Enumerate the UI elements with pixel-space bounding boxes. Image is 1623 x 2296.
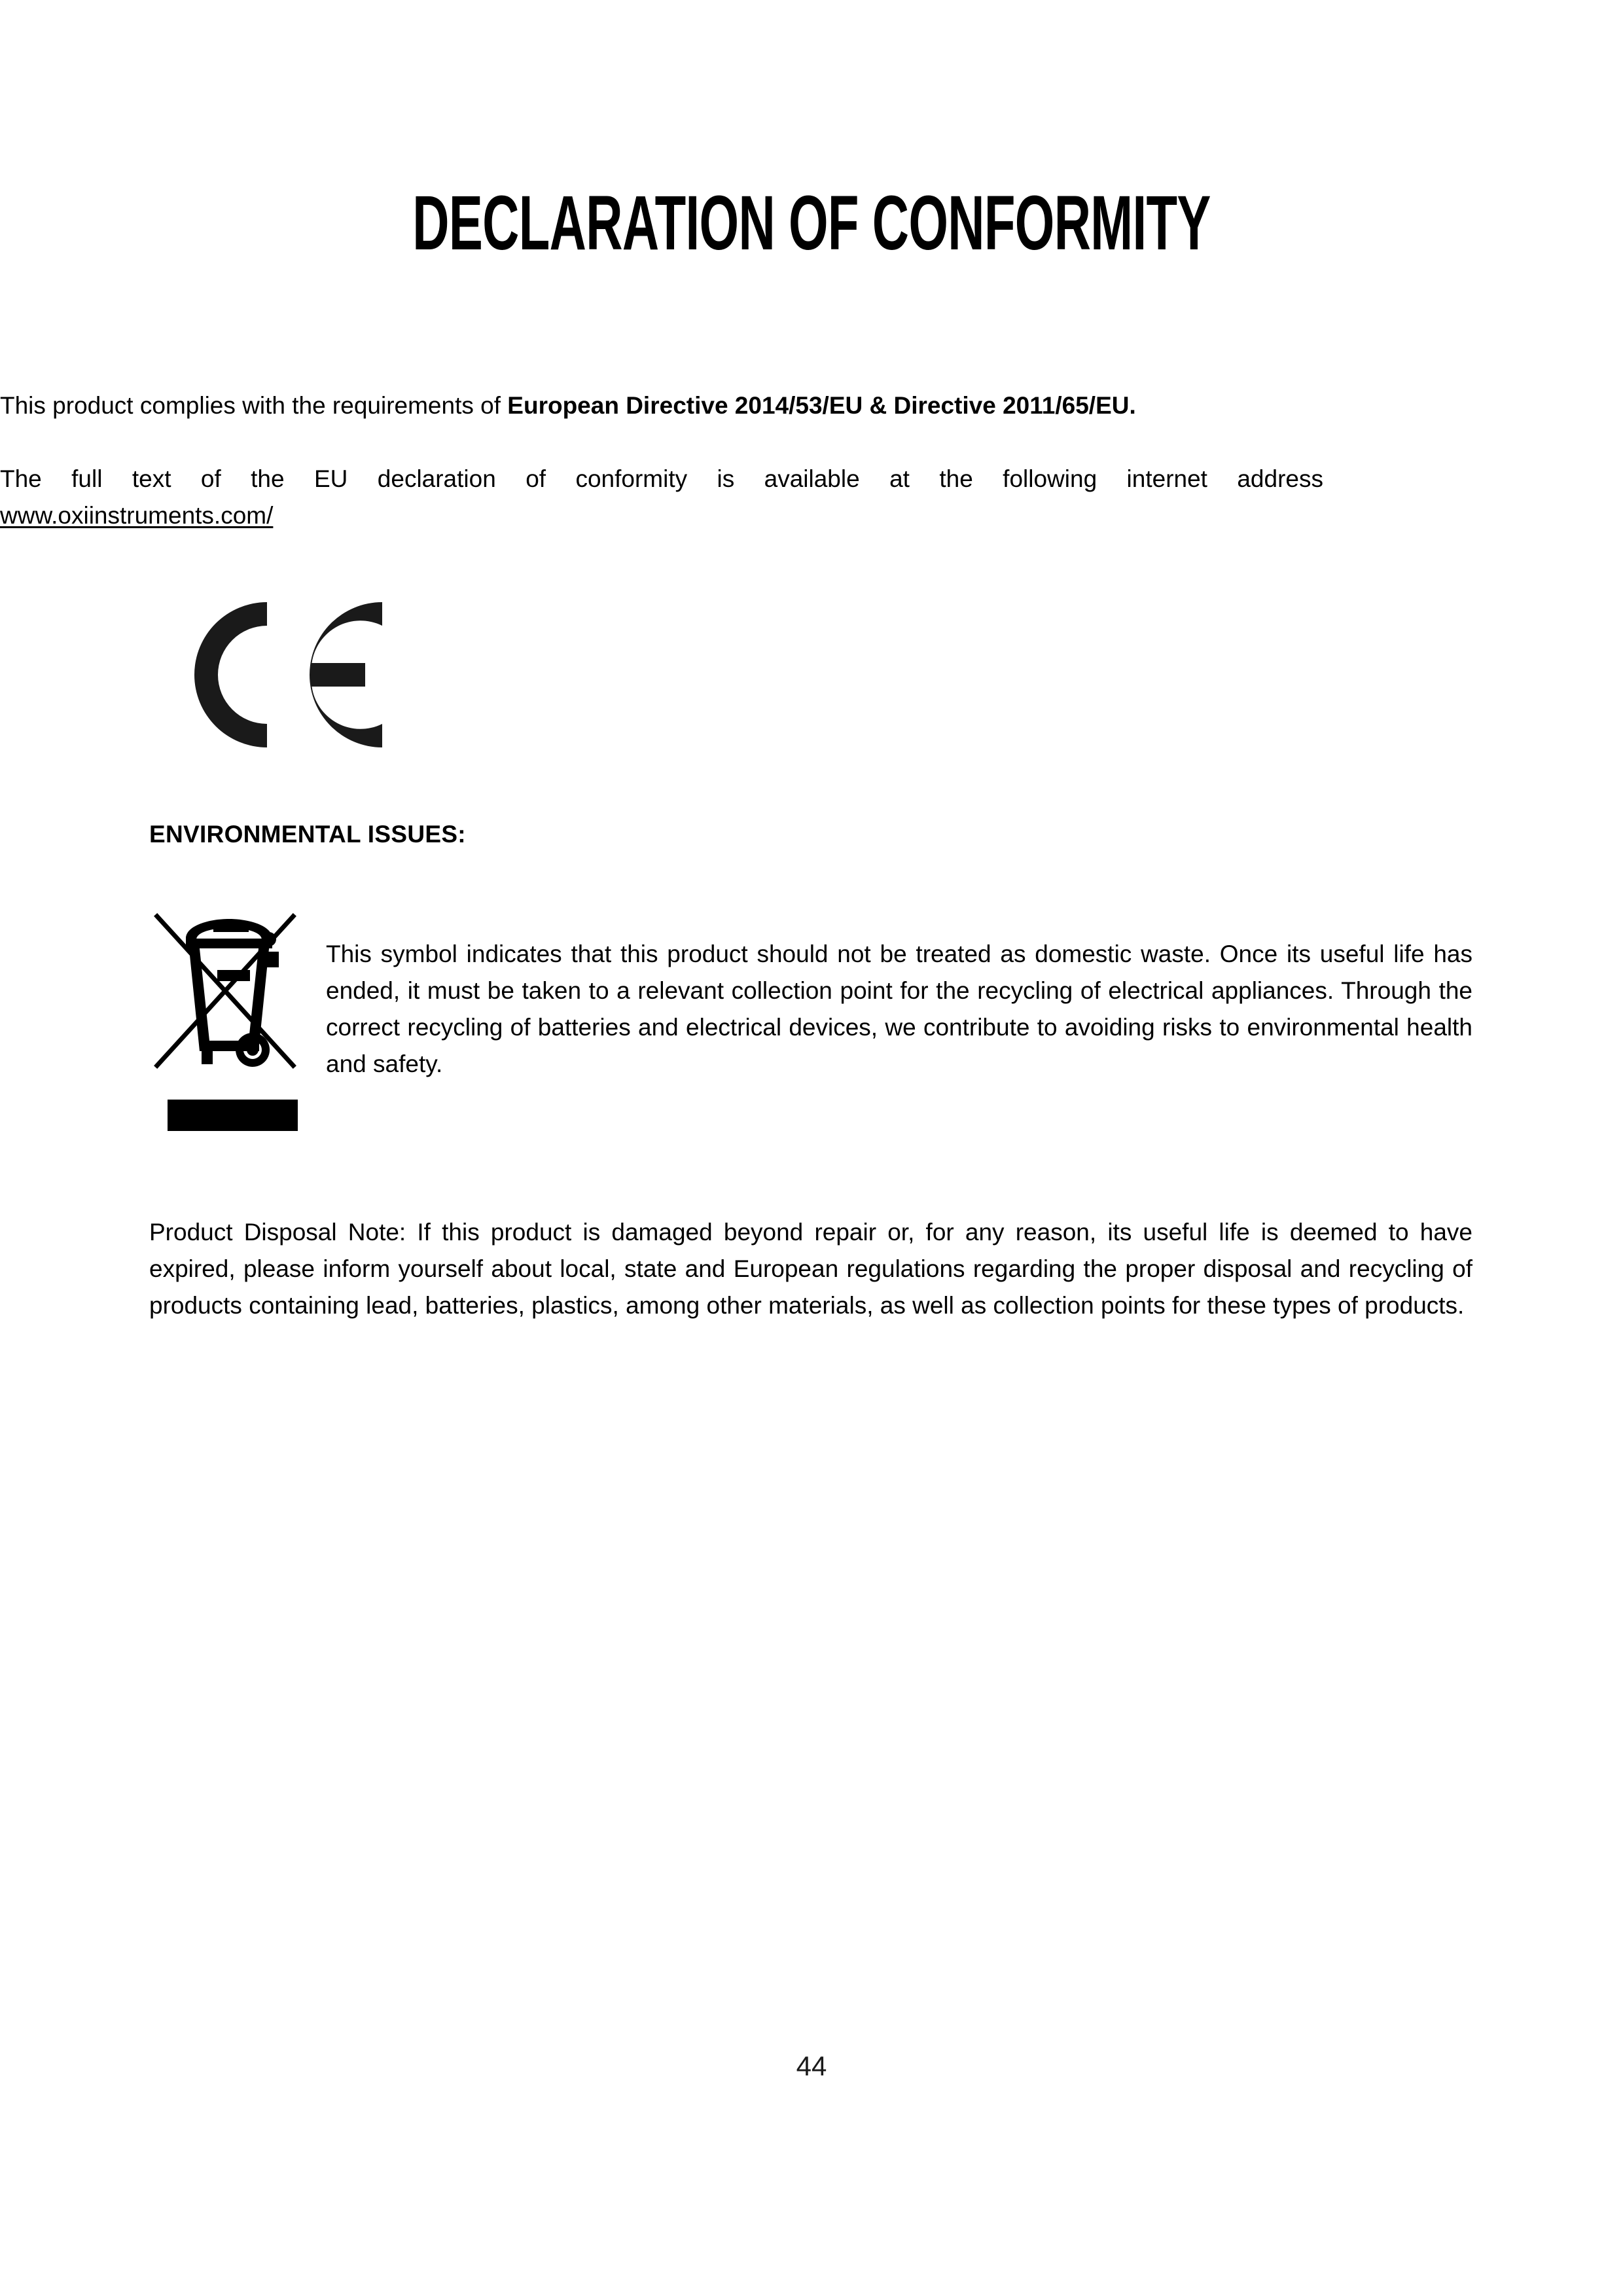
environmental-issues-heading: ENVIRONMENTAL ISSUES: xyxy=(149,821,466,848)
product-disposal-paragraph xyxy=(149,1214,1472,1324)
compliance-paragraph xyxy=(0,387,1323,424)
crossed-out-wheelie-bin-icon xyxy=(149,902,301,1132)
eu-declaration-line: The full text of the EU declaration of conformity is available at the following internet address xyxy=(0,465,1323,492)
declaration-url-link[interactable]: www.oxiinstruments.com/ xyxy=(0,502,274,529)
weee-description-paragraph xyxy=(326,936,1472,1083)
compliance-text xyxy=(0,387,1323,424)
page-title: DECLARATION OF CONFORMITY xyxy=(412,180,1211,266)
declaration-url-line xyxy=(0,497,1323,534)
compliance-directive-text: European Directive 2014/53/EU & Directive 2011/65/EU. xyxy=(507,392,1136,419)
weee-description-text: This symbol indicates that this product should not be treated as domestic waste. Once its useful life has ended, it must be taken to a relevant collection point for the recycling of electrical appliances. Through the correct recycling of batteries and electrical devices, we contribute to avoiding risks to environmental health and safety. xyxy=(326,941,1472,1077)
ce-mark xyxy=(187,602,390,747)
product-disposal-text: Product Disposal Note: If this product is damaged beyond repair or, for any reason, its useful life is deemed to have expired, please inform yourself about local, state and European regulations regarding the proper disposal and recycling of products containing lead, batteries, plastics, among other materials, as well as collection points for these types of products. xyxy=(149,1219,1472,1319)
compliance-prefix-text: This product complies with the requirements of xyxy=(0,392,508,419)
page-number: 44 xyxy=(796,2051,827,2081)
weee-symbol xyxy=(149,902,301,1132)
ce-mark-icon xyxy=(187,602,390,747)
